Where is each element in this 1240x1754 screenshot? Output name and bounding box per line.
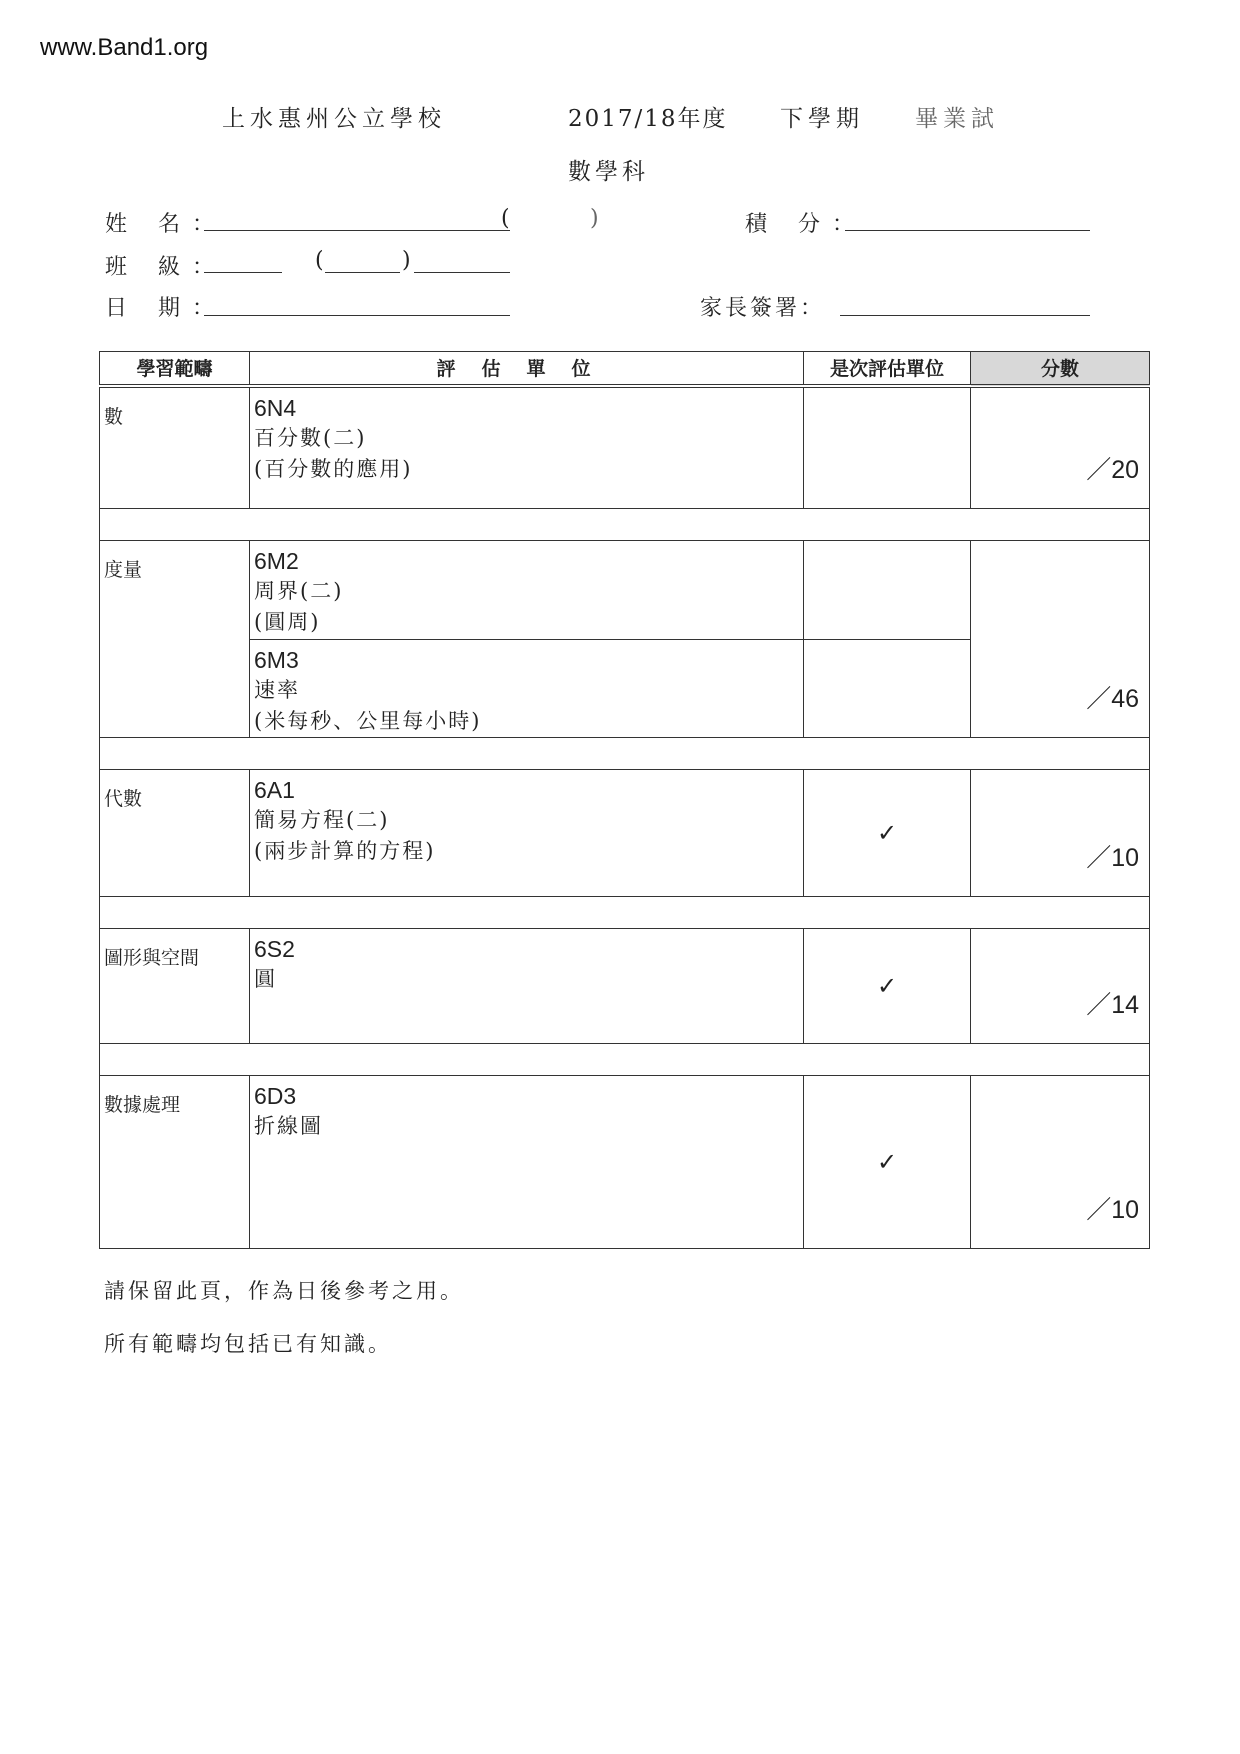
class-label: 班 級： [105,255,226,280]
date-field[interactable] [204,315,510,316]
school-year: 2017/18年度 [568,106,728,132]
spacer-row [100,508,1150,540]
checkmark-icon: ✓ [804,770,971,897]
class-number-field[interactable] [325,272,400,273]
unit-code: 6S2 [254,936,295,963]
note-keep-page: 請保留此頁，作為日後參考之用。 [104,1279,464,1303]
class-no-paren-close: ) [402,248,411,273]
unit-desc: 速率 [254,677,300,702]
unit-desc: (圓周) [254,610,321,635]
date-label: 日 期： [105,296,226,321]
unit-desc: 周界(二) [254,579,344,604]
header-assessment-unit: 評估單位 [250,352,804,386]
note-prior-knowledge: 所有範疇均包括已有知識。 [104,1332,392,1356]
unit-cell [250,541,804,640]
unit-cell [250,929,804,1044]
checkmark-icon: ✓ [804,1075,971,1248]
subject-title: 數學科 [568,159,649,185]
unit-desc: (米每秒、公里每小時) [254,708,482,733]
unit-code: 6A1 [254,777,295,804]
unit-code: 6M3 [254,646,299,673]
score-cell[interactable]: ／46 [971,541,1150,738]
checkmark-cell [804,386,971,509]
unit-desc: (兩步計算的方程) [254,839,436,864]
school-name: 上水惠州公立學校 [222,106,446,132]
class-number-paren-close: ) [590,206,599,231]
checkmark-cell [804,541,971,640]
spacer-row [100,1043,1150,1075]
table-row [100,1075,1150,1248]
parent-signature-field[interactable] [840,315,1090,316]
table-header-row [100,352,1150,386]
table-row [100,770,1150,897]
score-cell[interactable]: ／20 [971,386,1150,509]
class-field[interactable] [204,272,282,273]
checkmark-cell [804,639,971,738]
unit-desc: 圓 [254,967,277,992]
score-cell[interactable]: ／10 [971,1075,1150,1248]
area-cell: 圖形與空間 [100,929,250,1044]
header-this-assessment: 是次評估單位 [804,352,971,386]
unit-code: 6D3 [254,1082,297,1109]
site-watermark: www.Band1.org [40,34,209,61]
unit-desc: (百分數的應用) [254,456,413,481]
score-label: 積 分： [745,212,866,237]
checkmark-icon: ✓ [804,929,971,1044]
unit-code: 6N4 [254,394,297,421]
header-score: 分數 [971,352,1150,386]
score-cell[interactable]: ／14 [971,929,1150,1044]
spacer-row [100,738,1150,770]
unit-desc: 簡易方程(二) [254,808,390,833]
term: 下學期 [780,106,864,132]
class-field-tail [414,272,510,273]
score-field[interactable] [845,230,1090,231]
table-row [100,386,1150,509]
unit-desc: 百分數(二) [254,425,367,450]
unit-desc: 折線圖 [254,1113,323,1138]
unit-code: 6M2 [254,548,299,575]
area-cell: 代數 [100,770,250,897]
header-learning-area: 學習範疇 [100,352,250,386]
area-cell: 度量 [100,541,250,738]
area-cell: 數 [100,386,250,509]
exam-type: 畢業試 [915,106,999,132]
area-cell: 數據處理 [100,1075,250,1248]
table-row [100,929,1150,1044]
name-field[interactable] [204,230,510,231]
unit-cell [250,770,804,897]
class-no-paren-open: ( [315,248,324,273]
spacer-row [100,897,1150,929]
table-row [100,541,1150,640]
unit-cell [250,1075,804,1248]
name-label: 姓 名： [105,212,226,237]
assessment-table [99,351,1150,1249]
class-number-paren-open: ( [501,206,510,231]
unit-cell [250,639,804,738]
parent-signature-label: 家長簽署： [700,296,826,321]
score-cell[interactable]: ／10 [971,770,1150,897]
unit-cell [250,386,804,509]
